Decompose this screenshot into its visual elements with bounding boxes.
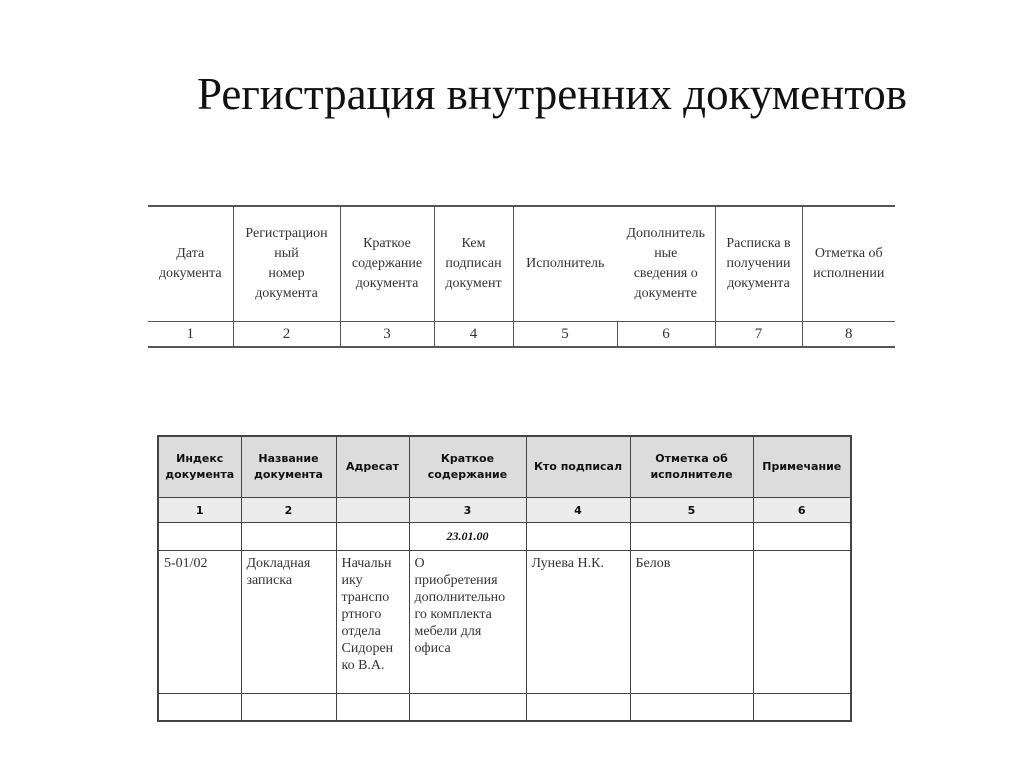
empty-cell bbox=[753, 694, 851, 722]
slide-title: Регистрация внутренних документов bbox=[196, 69, 908, 119]
doc-name-cell: Докладная записка bbox=[241, 551, 336, 694]
addressee-cell: Начальн ику транспо ртного отдела Сидорен ко В.А. bbox=[336, 551, 409, 694]
header-cell: Исполнитель bbox=[513, 206, 617, 322]
empty-cell bbox=[336, 523, 409, 551]
number-cell: 7 bbox=[715, 322, 802, 348]
header-cell: Дополнитель ные сведения о документе bbox=[617, 206, 715, 322]
number-cell: 6 bbox=[753, 498, 851, 523]
number-cell: 8 bbox=[802, 322, 895, 348]
number-cell: 2 bbox=[233, 322, 340, 348]
header-cell: Адресат bbox=[336, 436, 409, 498]
empty-cell bbox=[526, 523, 630, 551]
header-cell: Расписка в получении документа bbox=[715, 206, 802, 322]
header-row bbox=[158, 436, 851, 498]
empty-cell bbox=[526, 694, 630, 722]
empty-cell bbox=[241, 523, 336, 551]
number-cell: 4 bbox=[434, 322, 513, 348]
empty-cell bbox=[630, 694, 753, 722]
number-cell: 2 bbox=[241, 498, 336, 523]
empty-row bbox=[158, 694, 851, 722]
number-cell: 3 bbox=[340, 322, 434, 348]
header-cell: Регистрацион ный номер документа bbox=[233, 206, 340, 322]
number-cell: 1 bbox=[158, 498, 241, 523]
header-cell: Индекс документа bbox=[158, 436, 241, 498]
empty-cell bbox=[336, 694, 409, 722]
summary-cell: О приобретения дополнительно го комплекта мебели для офиса bbox=[409, 551, 526, 694]
registration-form-table-1 bbox=[148, 205, 895, 348]
table-row bbox=[158, 551, 851, 694]
number-cell: 3 bbox=[409, 498, 526, 523]
number-cell: 6 bbox=[617, 322, 715, 348]
empty-cell bbox=[409, 694, 526, 722]
number-cell bbox=[336, 498, 409, 523]
empty-cell bbox=[630, 523, 753, 551]
header-cell: Кем подписан документ bbox=[434, 206, 513, 322]
date-cell: 23.01.00 bbox=[409, 523, 526, 551]
number-row bbox=[158, 498, 851, 523]
empty-cell bbox=[241, 694, 336, 722]
empty-cell bbox=[753, 523, 851, 551]
header-cell: Краткое содержание документа bbox=[340, 206, 434, 322]
number-row bbox=[148, 322, 895, 348]
header-cell: Название документа bbox=[241, 436, 336, 498]
number-cell: 5 bbox=[630, 498, 753, 523]
header-cell: Дата документа bbox=[148, 206, 233, 322]
number-cell: 5 bbox=[513, 322, 617, 348]
date-row bbox=[158, 523, 851, 551]
executor-cell: Белов bbox=[630, 551, 753, 694]
signed-by-cell: Лунева Н.К. bbox=[526, 551, 630, 694]
registration-journal-table-2 bbox=[157, 435, 852, 722]
empty-cell bbox=[158, 523, 241, 551]
header-cell: Кто подписал bbox=[526, 436, 630, 498]
header-row bbox=[148, 206, 895, 322]
index-cell: 5-01/02 bbox=[158, 551, 241, 694]
number-cell: 1 bbox=[148, 322, 233, 348]
header-cell: Отметка об исполнении bbox=[802, 206, 895, 322]
empty-cell bbox=[158, 694, 241, 722]
header-cell: Примечание bbox=[753, 436, 851, 498]
header-cell: Краткое содержание bbox=[409, 436, 526, 498]
note-cell bbox=[753, 551, 851, 694]
header-cell: Отметка об исполнителе bbox=[630, 436, 753, 498]
number-cell: 4 bbox=[526, 498, 630, 523]
